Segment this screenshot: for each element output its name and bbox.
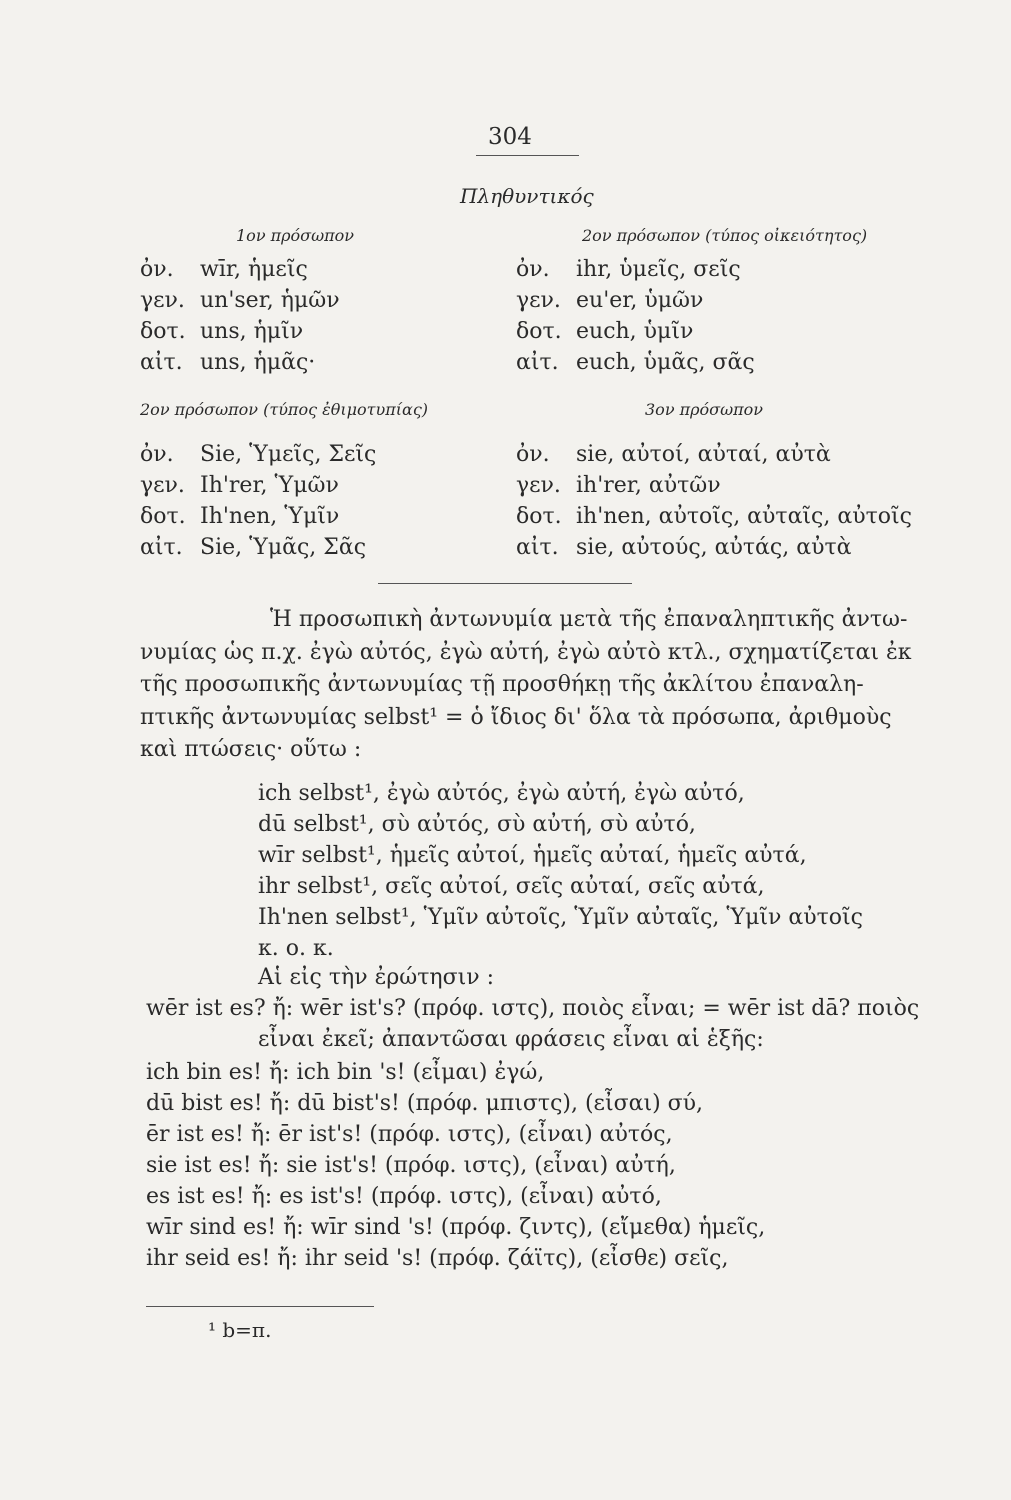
decl-row [140,285,340,316]
decl-row [516,316,755,347]
section-title: Πληθυντικός [460,184,594,208]
decl-row [516,439,912,470]
case-form: ih'nen, αὐτοῖς, αὐταῖς, αὐτοῖς [576,504,912,529]
case-label: αἰτ. [140,350,183,375]
case-form: wīr, ἡμεῖς [200,257,308,282]
explanation-paragraph [140,604,912,767]
answer-line: ich bin es! ἤ: ich bin 's! (εἶμαι) ἐγώ, [146,1060,545,1085]
case-form: un'ser, ἡμῶν [200,288,340,313]
example-line: Ih'nen selbst¹, Ὑμῖν αὐτοῖς, Ὑμῖν αὐταῖς, Ὑμῖν αὐτοῖς [258,905,863,930]
right-heading-second-person-familiar: 2ον πρόσωπον (τύπος οἰκειότητος) [582,226,868,245]
paragraph-line: νυμίας ὡς π.χ. ἐγὼ αὐτός, ἐγὼ αὐτή, ἐγὼ αὐτὸ κτλ., σχηματίζεται ἐκ [140,639,912,665]
decl-row [516,532,912,563]
example-line: ich selbst¹, ἐγὼ αὐτός, ἐγὼ αὐτή, ἐγὼ αὐτό, [258,781,745,806]
right-heading-third-person: 3ον πρόσωπον [645,400,764,419]
answer-list [146,1057,765,1274]
decl-row [516,347,755,378]
decl-row [140,470,376,501]
footnote-rule [146,1306,374,1307]
answer-line: dū bist es! ἤ: dū bist's! (πρόφ. μπιστς), (εἶσαι) σύ, [146,1091,704,1116]
decl-row [516,470,912,501]
left-heading-first-person: 1ον πρόσωπον [236,226,355,245]
decl-row [140,439,376,470]
decl-row [516,254,755,285]
case-label: ὀν. [516,442,550,467]
answer-line: es ist es! ἤ: es ist's! (πρόφ. ιστς), (εἶναι) αὐτό, [146,1184,662,1209]
case-label: δοτ. [516,319,562,344]
decl-row [140,532,376,563]
paragraph-line: Ἡ προσωπικὴ ἀντωνυμία μετὰ τῆς ἐπαναληπτικῆς ἀντω- [270,607,908,632]
case-label: γεν. [516,288,561,313]
case-label: ὀν. [140,257,174,282]
answer-line: wīr sind es! ἤ: wīr sind 's! (πρόφ. ζιντς), (εἴμεθα) ἡμεῖς, [146,1215,766,1240]
left-heading-second-person-formal: 2ον πρόσωπον (τύπος ἐθιμοτυπίας) [140,400,429,419]
example-line: κ. ο. κ. [258,936,334,961]
paragraph-line: τῆς προσωπικῆς ἀντωνυμίας τῇ προσθήκῃ τῆς ἀκλίτου ἐπαναλη- [140,672,864,697]
example-line: ihr selbst¹, σεῖς αὐτοί, σεῖς αὐταί, σεῖς αὐτά, [258,874,765,899]
case-label: δοτ. [140,504,186,529]
paragraph-line: πτικῆς ἀντωνυμίας selbst¹ = ὁ ἴδιος δι' ὅλα τὰ πρόσωπα, ἀριθμοὺς [140,704,892,730]
case-label: δοτ. [140,319,186,344]
case-form: ih'rer, αὐτῶν [576,473,721,498]
case-form: Ih'rer, Ὑμῶν [200,473,339,498]
decl-row [140,501,376,532]
section-divider [378,583,632,584]
question-line: wēr ist es? ἤ: wēr ist's? (πρόφ. ιστς), ποιὸς εἶναι; = wēr ist dā? ποιὸς [146,996,920,1021]
case-form: uns, ἡμᾶς· [200,350,316,375]
question-continuation: εἶναι ἐκεῖ; ἀπαντῶσαι φράσεις εἶναι αἱ ἑξῆς: [258,1027,764,1052]
case-form: uns, ἡμῖν [200,319,304,344]
example-line: wīr selbst¹, ἡμεῖς αὐτοί, ἡμεῖς αὐταί, ἡμεῖς αὐτά, [258,843,807,868]
paragraph-line: καὶ πτώσεις· οὕτω : [140,737,362,762]
example-line: dū selbst¹, σὺ αὐτός, σὺ αὐτή, σὺ αὐτό, [258,812,696,837]
answer-line: ēr ist es! ἤ: ēr ist's! (πρόφ. ιστς), (εἶναι) αὐτός, [146,1122,673,1147]
case-form: Sie, Ὑμᾶς, Σᾶς [200,535,367,560]
case-label: γεν. [140,473,185,498]
case-label: αἰτ. [516,535,559,560]
answer-line: sie ist es! ἤ: sie ist's! (πρόφ. ιστς), (εἶναι) αὐτή, [146,1153,676,1178]
case-form: Sie, Ὑμεῖς, Σεῖς [200,442,377,467]
case-form: euch, ὑμῖν [576,319,694,344]
case-label: αἰτ. [516,350,559,375]
case-label: δοτ. [516,504,562,529]
page-number-rule [476,155,579,156]
question-intro: Αἱ εἰς τὴν ἐρώτησιν : [258,965,495,990]
case-label: αἰτ. [140,535,183,560]
case-label: γεν. [516,473,561,498]
case-label: ὀν. [516,257,550,282]
case-label: γεν. [140,288,185,313]
decl-row [516,501,912,532]
case-form: eu'er, ὑμῶν [576,288,704,313]
right-block-second-person-familiar [516,254,755,378]
case-form: ihr, ὑμεῖς, σεῖς [576,257,741,282]
left-block-second-person-formal [140,439,376,563]
decl-row [140,254,340,285]
left-block-first-person [140,254,340,378]
case-label: ὀν. [140,442,174,467]
decl-row [140,316,340,347]
case-form: sie, αὐτοί, αὐταί, αὐτὰ [576,442,831,467]
decl-row [516,285,755,316]
case-form: sie, αὐτούς, αὐτάς, αὐτὰ [576,535,852,560]
decl-row [140,347,340,378]
answer-line: ihr seid es! ἤ: ihr seid 's! (πρόφ. ζάϊτς), (εἶσθε) σεῖς, [146,1246,729,1271]
right-block-third-person [516,439,912,563]
selbst-examples [258,778,863,964]
page-number: 304 [488,124,532,150]
case-form: Ih'nen, Ὑμῖν [200,504,340,529]
case-form: euch, ὑμᾶς, σᾶς [576,350,755,375]
footnote: ¹ b=π. [208,1318,272,1342]
